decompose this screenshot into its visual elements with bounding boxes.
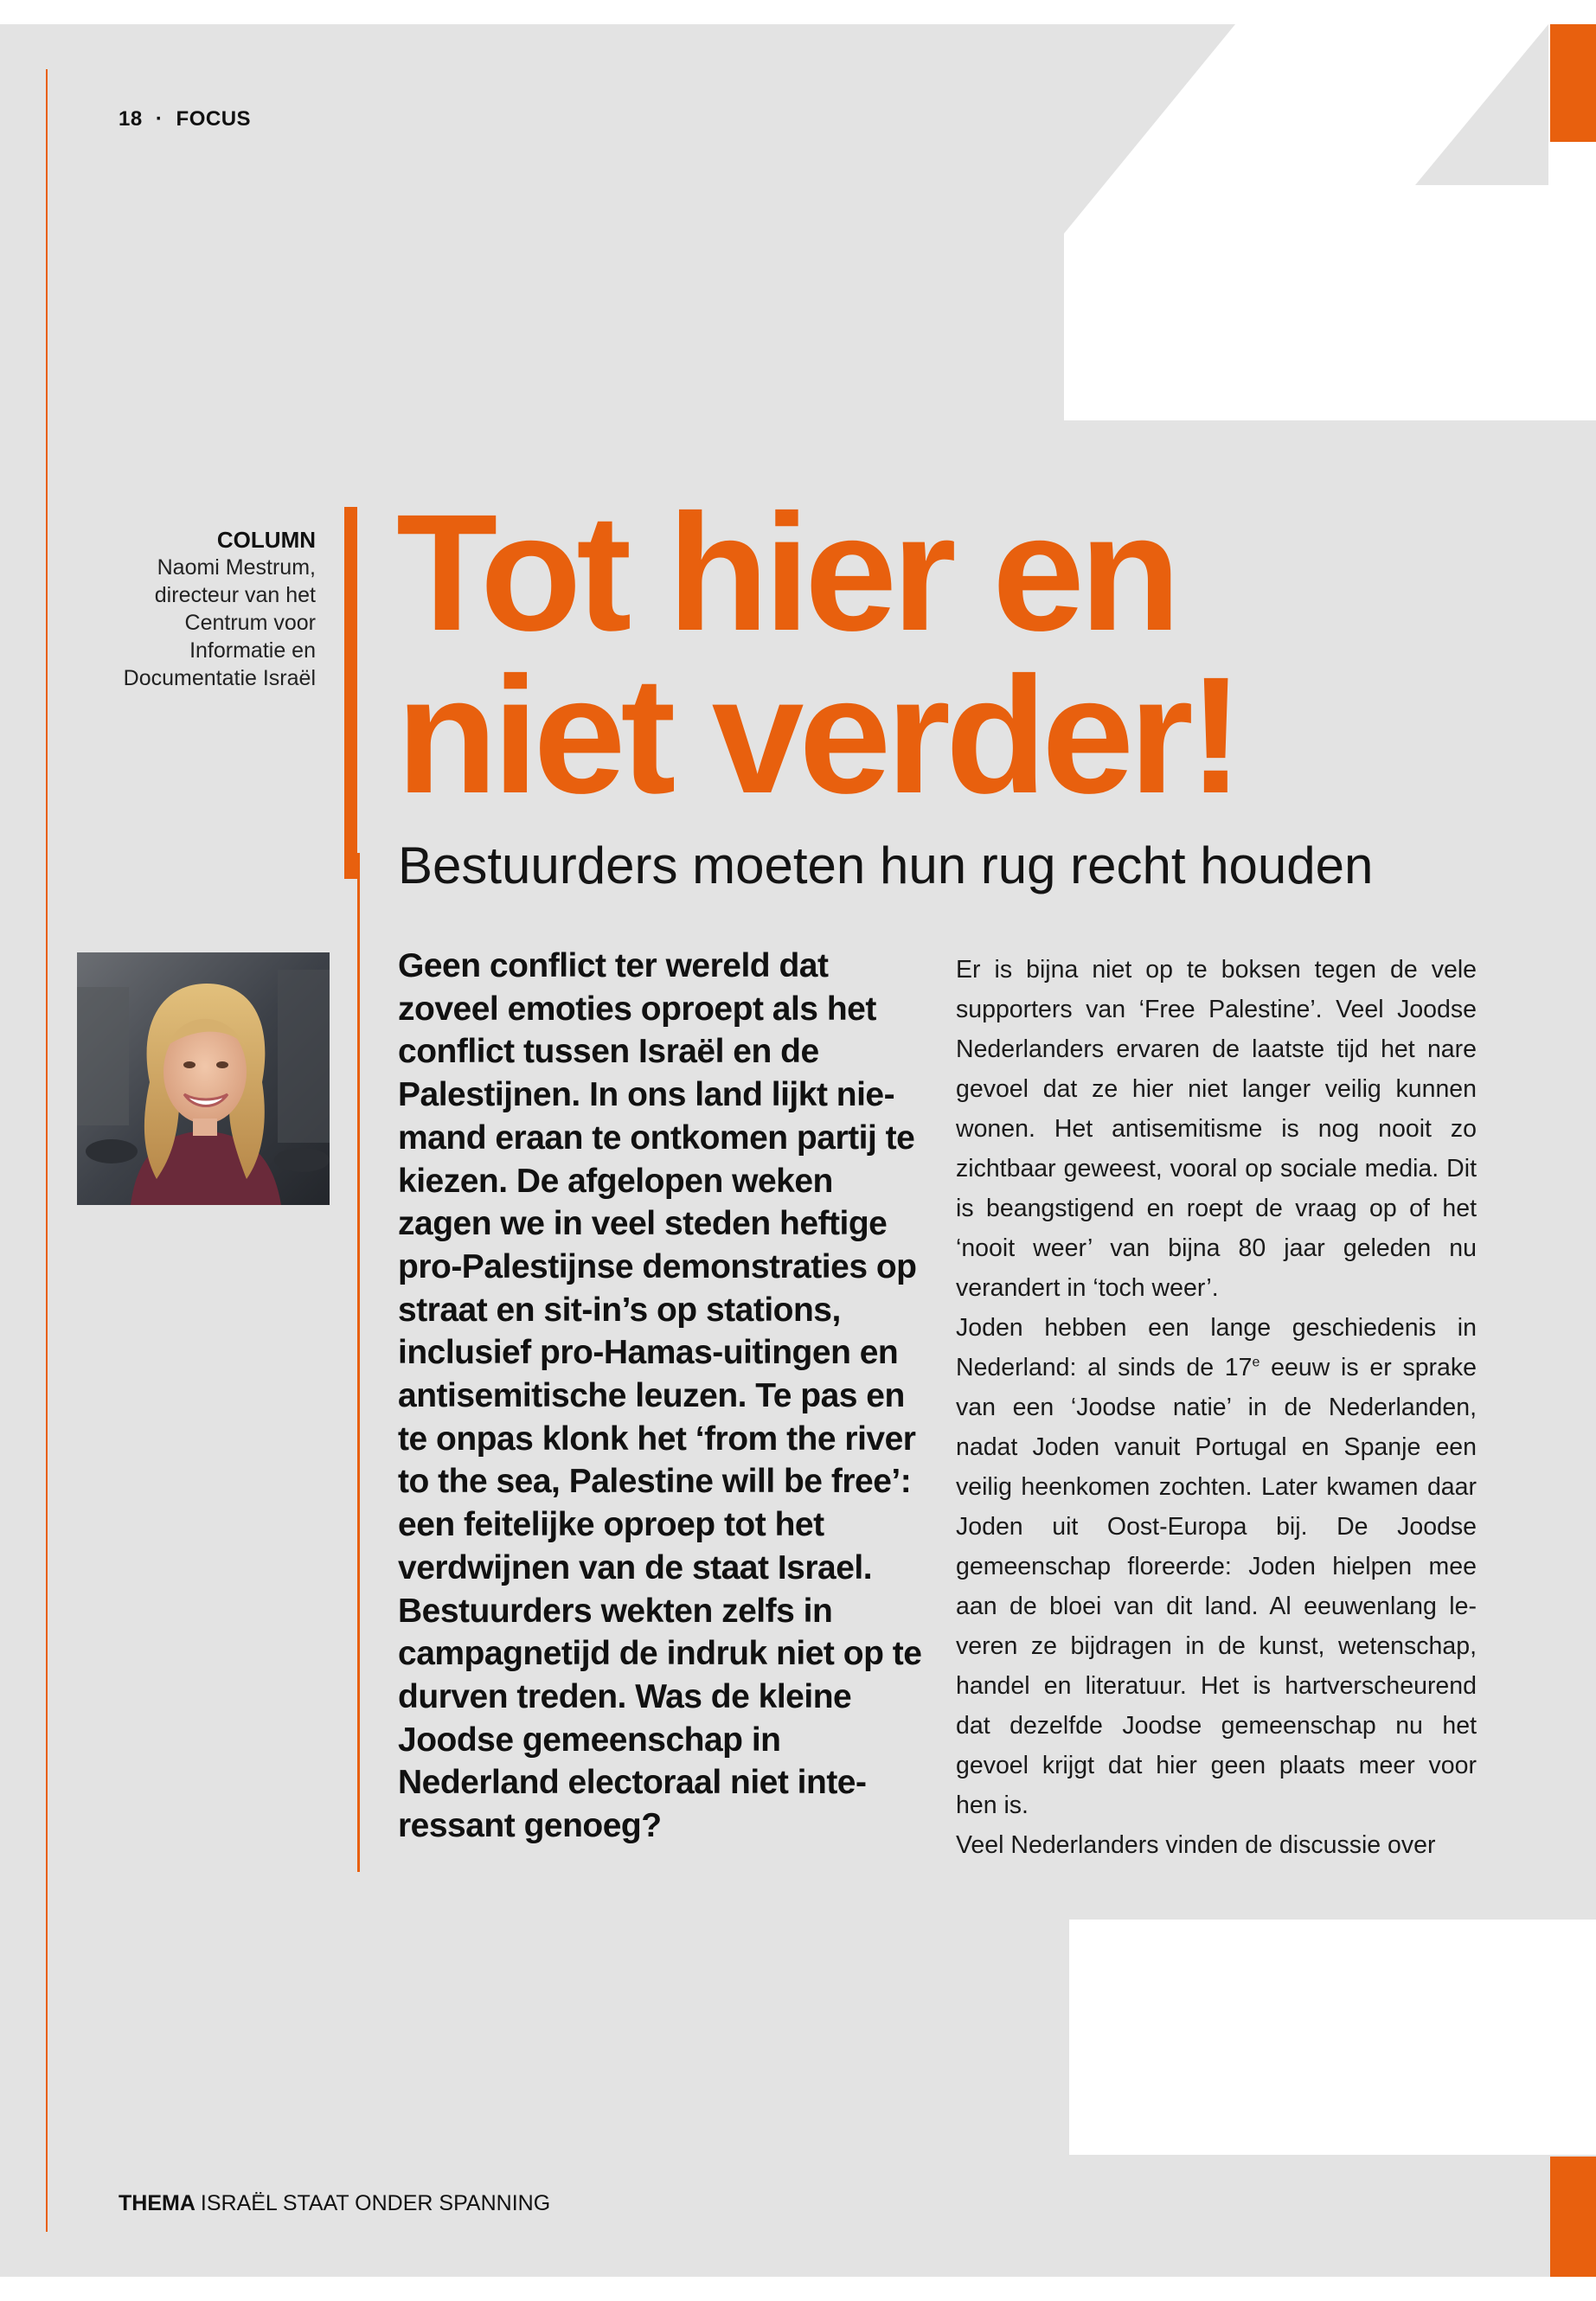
byline-line: Informatie en [189,638,316,663]
running-header [119,107,251,131]
body-paragraph: Veel Nederlanders vinden de discussie over [956,1831,1436,1859]
margin-rule [46,69,48,2232]
body-paragraph [956,1308,1477,1825]
white-block-decoration [1069,1920,1596,2155]
section-name: FOCUS [176,107,252,131]
accent-rule [357,853,360,1872]
article-subtitle: Bestuurders moeten hun rug recht houden [398,836,1374,894]
article-title [396,479,1434,828]
orange-edge-tab-top [1550,24,1596,142]
ordinal-superscript: e [1252,1355,1260,1370]
orange-edge-tab-bottom [1550,2157,1596,2277]
footer-theme-label: THEMA [119,2191,195,2215]
byline-line: directeur van het [154,583,316,607]
footer-theme-title: ISRAËL STAAT ONDER SPANNING [200,2191,551,2215]
title-line-1: Tot hier en [396,479,1176,665]
body-paragraph: Er is bijna niet op te boksen tegen de vele supporters van ‘Free Palestine’. Veel Joodse Nederlanders ervaren de laatste tijd het nare gevoel dat ze hier niet langer veilig kunnen wonen. Het antisemitisme is nog nooit zo zichtbaar geweest, vooral op sociale media. Dit is beangstigend en roept de vraag op of het ‘nooit weer’ van bijna 80 jaar geleden nu verandert in ‘toch weer’. [956,956,1477,1302]
column-byline [87,526,316,692]
column-kicker: COLUMN [216,527,316,553]
portrait-photo-icon [77,952,330,1205]
byline-line: Centrum voor [184,611,316,635]
byline-line: Documentatie Israël [123,666,316,690]
author-portrait [77,952,330,1205]
white-geometric-shape [0,24,1596,422]
accent-bar [344,507,357,879]
article-body [956,950,1477,1865]
body-text-span: eeuw is er sprake van een ‘Joodse natie’ in de Nederlanden, nadat Joden vanuit Portugal en Spanje een veilig heenkomen zochten. Later kwamen daar Joden uit Oost-Europa bij. De Joodse gemeenschap floreerde: Joden hielpen mee aan de bloei van dit land. Al eeuwenlang leveren ze bijdragen in de kunst, wetenschap, handel en literatuur. Het is hartverscheurend dat dezelfde Joodse gemeenschap nu het gevoel krijgt dat hier geen plaats meer voor hen is. [956,1354,1477,1819]
header-separator: · [155,107,163,131]
body-text-span: Joden hebben een lange geschiedenis in Nederland: al sinds de 17 [956,1314,1477,1381]
page-number: 18 [119,107,143,131]
running-footer [119,2191,550,2216]
byline-line: Naomi Mestrum, [157,555,316,580]
magazine-page [0,24,1596,2277]
article-lead: Geen conflict ter wereld dat zoveel emoties oproept als het conflict tussen Israël en de Palestijnen. In ons land lijkt niemand eraan te ontkomen partij te kiezen. De afgelopen weken zagen we in veel steden heftige pro-Palestijnse demonstraties op straat en sit-in’s op stations, inclusief pro-Hamas-uitingen en antisemitische leuzen. Te pas en te onpas klonk het ‘from the river to the sea, Palestine will be free’: een feitelijke oproep tot het verdwijnen van de staat Israel. Bestuurders wekten zelfs in campagnetijd de indruk niet op te durven treden. Was de kleine Joodse gemeenschap in Nederland electoraal niet interessant genoeg? [398,947,922,1845]
title-line-2: niet verder! [396,642,1239,828]
